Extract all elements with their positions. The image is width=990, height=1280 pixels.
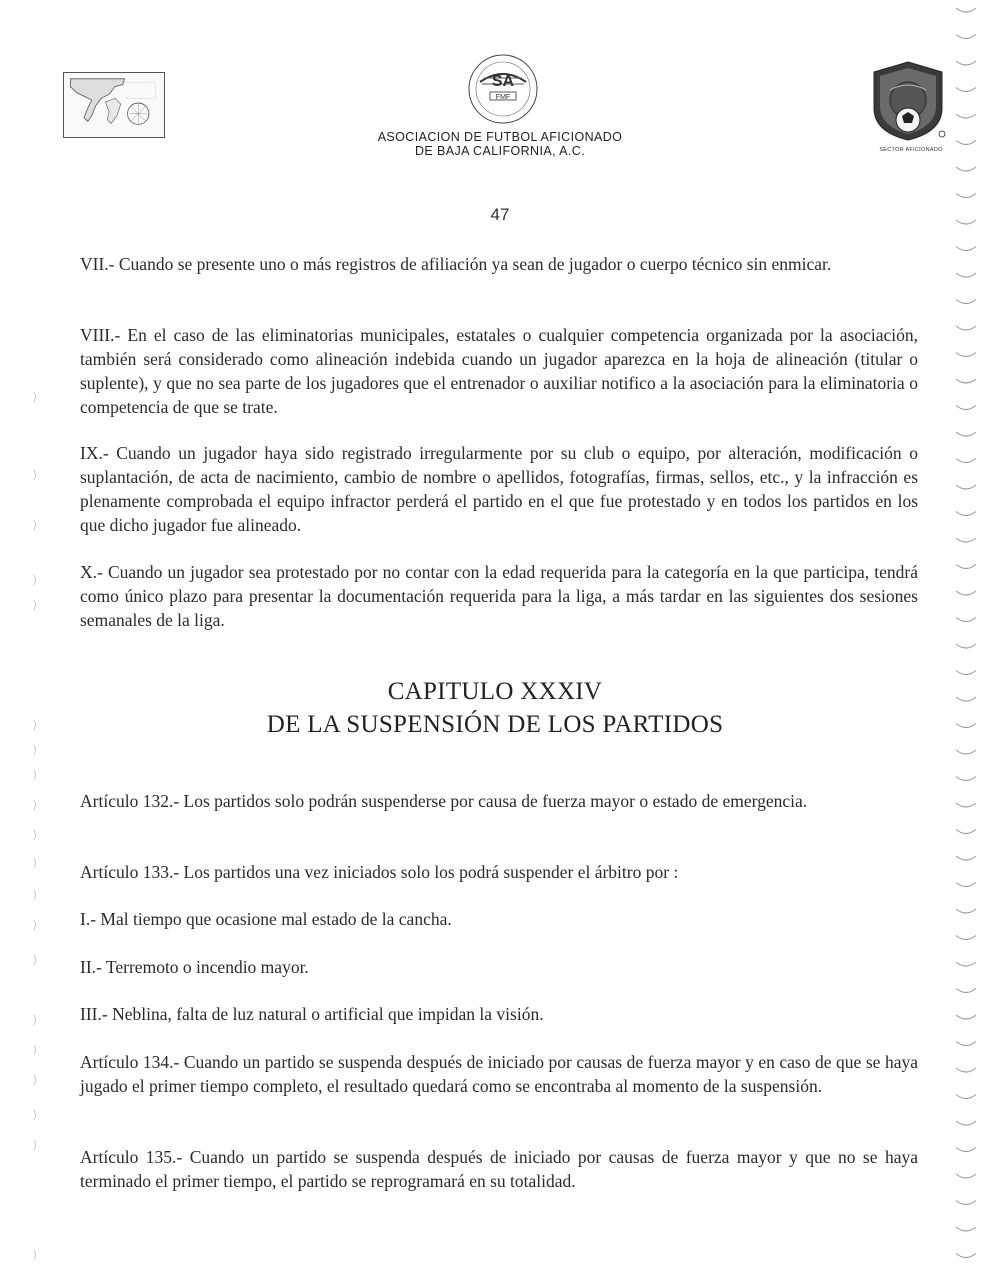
paragraph-label: VII.- xyxy=(80,254,115,274)
binding-mark xyxy=(956,326,976,330)
paragraph-ix xyxy=(80,441,918,537)
binding-mark xyxy=(956,35,976,39)
mexico-federation-crest xyxy=(868,60,948,153)
binding-mark xyxy=(956,565,976,569)
svg-text:FMF: FMF xyxy=(495,94,511,101)
left-margin-marks-decoration xyxy=(28,0,44,1280)
binding-mark xyxy=(956,300,976,304)
article-135 xyxy=(80,1145,918,1193)
margin-tick xyxy=(34,575,36,585)
page-number: 47 xyxy=(490,205,510,224)
paragraph-label: IX.- xyxy=(80,443,109,463)
binding-mark xyxy=(956,1201,976,1205)
binding-mark xyxy=(956,8,976,12)
margin-tick xyxy=(34,392,36,402)
binding-mark xyxy=(956,1068,976,1072)
item-text: Neblina, falta de luz natural o artificial que impidan la visión. xyxy=(107,1004,544,1024)
binding-mark xyxy=(956,459,976,463)
item-text: Mal tiempo que ocasione mal estado de la cancha. xyxy=(96,909,452,929)
binding-mark xyxy=(956,1042,976,1046)
margin-tick xyxy=(34,720,36,730)
binding-mark xyxy=(956,485,976,489)
binding-mark xyxy=(956,803,976,807)
margin-tick xyxy=(34,770,36,780)
article-label: Artículo 132.- xyxy=(80,791,180,811)
margin-tick xyxy=(34,600,36,610)
binding-mark xyxy=(956,1227,976,1231)
margin-tick xyxy=(34,1140,36,1150)
binding-mark xyxy=(956,936,976,940)
binding-mark xyxy=(956,671,976,675)
margin-tick xyxy=(34,1045,36,1055)
paragraph-vii xyxy=(80,252,918,276)
binding-mark xyxy=(956,856,976,860)
article-label: Artículo 133.- xyxy=(80,862,180,882)
margin-tick xyxy=(34,520,36,530)
binding-mark xyxy=(956,88,976,92)
binding-mark xyxy=(956,989,976,993)
binding-mark xyxy=(956,830,976,834)
binding-mark xyxy=(956,750,976,754)
binding-mark xyxy=(956,1095,976,1099)
chapter-title: CAPITULO XXXIV xyxy=(387,678,603,705)
binding-mark xyxy=(956,883,976,887)
binding-mark xyxy=(956,1121,976,1125)
binding-mark xyxy=(956,1254,976,1258)
paragraph-text: En el caso de las eliminatorias municipales, estatales o cualquier competencia organizada por la asociación, también será considerado como alineación indebida cuando un jugador aparezca en la hoja de alineación (titular o suplente), y que no sea parte de los jugadores que el entrenador o auxiliar notifico a la asociación para la eliminatoria o competencia de que se trate. xyxy=(80,325,918,417)
article-label: Artículo 134.- xyxy=(80,1052,180,1072)
article-133-item-iii xyxy=(80,1002,918,1026)
binding-mark xyxy=(956,644,976,648)
crest-caption: SECTOR AFICIONADO xyxy=(879,147,943,153)
article-133-item-ii xyxy=(80,955,918,979)
margin-tick xyxy=(34,470,36,480)
article-text: Cuando un partido se suspenda después de iniciado por causas de fuerza mayor y en caso de que se haya jugado el primer tiempo completo, el resultado quedará como se encontraba al momento de la suspensión. xyxy=(80,1052,918,1096)
baja-california-map-logo xyxy=(63,72,165,138)
binding-mark xyxy=(956,273,976,277)
binding-mark xyxy=(956,1174,976,1178)
binding-mark xyxy=(956,777,976,781)
binding-mark xyxy=(956,724,976,728)
organization-name xyxy=(330,130,670,158)
map-icon xyxy=(64,73,164,137)
margin-tick xyxy=(34,1250,36,1260)
binding-mark xyxy=(956,220,976,224)
svg-text:SA: SA xyxy=(491,73,515,90)
item-label: I.- xyxy=(80,909,97,929)
binding-mark xyxy=(956,591,976,595)
article-text: Los partidos solo podrán suspenderse por causa de fuerza mayor o estado de emergencia. xyxy=(179,791,808,811)
org-line-2: DE BAJA CALIFORNIA, A.C. xyxy=(414,144,586,158)
article-133-item-i xyxy=(80,907,918,931)
margin-tick xyxy=(34,1075,36,1085)
margin-tick xyxy=(34,890,36,900)
article-134 xyxy=(80,1050,918,1098)
article-text: Los partidos una vez iniciados solo los podrá suspender el árbitro por : xyxy=(179,862,679,882)
binding-mark xyxy=(956,1148,976,1152)
margin-tick xyxy=(34,955,36,965)
binding-mark xyxy=(956,61,976,65)
futbol-mexicano-logo xyxy=(466,52,540,126)
paragraph-label: VIII.- xyxy=(80,325,121,345)
binding-mark xyxy=(956,247,976,251)
margin-tick xyxy=(34,858,36,868)
margin-tick xyxy=(34,920,36,930)
binding-mark xyxy=(956,379,976,383)
margin-tick xyxy=(34,830,36,840)
binding-mark xyxy=(956,406,976,410)
paragraph-text: Cuando se presente uno o más registros de afiliación ya sean de jugador o cuerpo técnico sin enmicar. xyxy=(114,254,832,274)
binding-mark xyxy=(956,538,976,542)
federation-emblem-icon xyxy=(466,52,540,126)
paragraph-x xyxy=(80,560,918,632)
binding-mark xyxy=(956,353,976,357)
paragraph-text: Cuando un jugador haya sido registrado irregularmente por su club o equipo, por alteración, modificación o suplantación, de acta de nacimiento, cambio de nombre o apellidos, fotografías, firmas, sellos, etc., y la infracción es plenamente comprobada el equipo infractor perderá el partido en el que fue protestado y en todos los partidos en los que dicho jugador fue alineado. xyxy=(80,443,918,535)
item-label: II.- xyxy=(80,957,102,977)
binding-mark xyxy=(956,618,976,622)
binding-mark xyxy=(956,962,976,966)
margin-tick xyxy=(34,1015,36,1025)
margin-tick xyxy=(34,800,36,810)
chapter-subtitle: DE LA SUSPENSIÓN DE LOS PARTIDOS xyxy=(266,711,724,738)
binding-mark xyxy=(956,1015,976,1019)
item-label: III.- xyxy=(80,1004,108,1024)
margin-tick xyxy=(34,1110,36,1120)
paragraph-viii xyxy=(80,323,918,419)
article-label: Artículo 135.- xyxy=(80,1147,183,1167)
item-text: Terremoto o incendio mayor. xyxy=(101,957,309,977)
binding-mark xyxy=(956,141,976,145)
article-132 xyxy=(80,789,918,813)
org-line-1: ASOCIACION DE FUTBOL AFICIONADO xyxy=(377,130,623,144)
article-text: Cuando un partido se suspenda después de iniciado por causas de fuerza mayor y que no se haya terminado el primer tiempo, el partido se reprogramará en su totalidad. xyxy=(80,1147,918,1191)
crest-icon xyxy=(868,60,948,142)
binding-mark xyxy=(956,512,976,516)
article-133 xyxy=(80,860,918,884)
binding-mark xyxy=(956,697,976,701)
binding-mark xyxy=(956,909,976,913)
binding-mark xyxy=(956,194,976,198)
binding-mark xyxy=(956,167,976,171)
paragraph-label: X.- xyxy=(80,562,103,582)
paragraph-text: Cuando un jugador sea protestado por no contar con la edad requerida para la categoría en la que participa, tendrá como único plazo para presentar la documentación requerida para la liga, a más tardar en las siguientes dos sesiones semanales de la liga. xyxy=(80,562,918,630)
binding-mark xyxy=(956,432,976,436)
binding-mark xyxy=(956,114,976,118)
binding-holes-decoration xyxy=(952,0,982,1280)
margin-tick xyxy=(34,745,36,755)
